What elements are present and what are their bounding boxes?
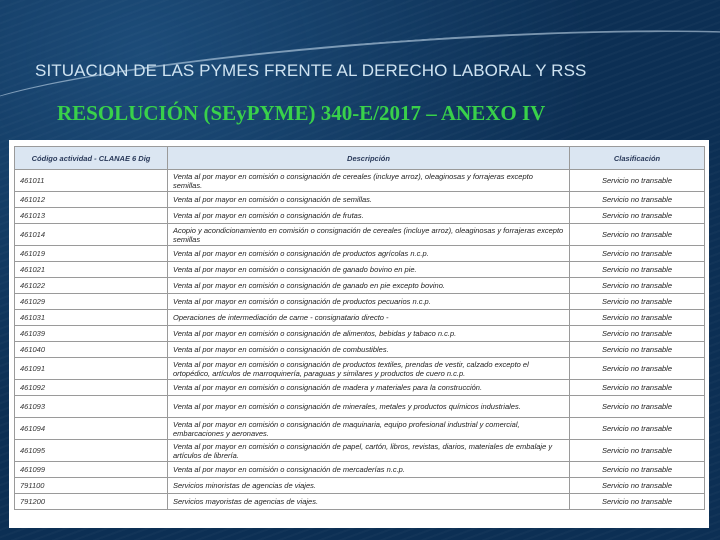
cell-description: Venta al por mayor en comisión o consignación de minerales, metales y productos químicos industriales. xyxy=(168,396,570,418)
cell-description: Servicios minoristas de agencias de viajes. xyxy=(168,478,570,494)
table-row xyxy=(15,192,705,208)
cell-description: Venta al por mayor en comisión o consignación de alimentos, bebidas y tabaco n.c.p. xyxy=(168,326,570,342)
cell-description: Venta al por mayor en comisión o consignación de papel, cartón, libros, revistas, diarios, materiales de embalaje y artículos de librería. xyxy=(168,440,570,462)
table-row xyxy=(15,418,705,440)
cell-description: Venta al por mayor en comisión o consignación de frutas. xyxy=(168,208,570,224)
cell-code: 461021 xyxy=(15,262,168,278)
cell-code: 461012 xyxy=(15,192,168,208)
cell-description: Venta al por mayor en comisión o consignación de ganado en pie excepto bovino. xyxy=(168,278,570,294)
cell-classification: Servicio no transable xyxy=(570,462,705,478)
cell-classification: Servicio no transable xyxy=(570,192,705,208)
cell-description: Venta al por mayor en comisión o consignación de ganado bovino en pie. xyxy=(168,262,570,278)
table-row xyxy=(15,278,705,294)
cell-description: Venta al por mayor en comisión o consignación de maquinaria, equipo profesional industrial y comercial, embarcaciones y aeronaves. xyxy=(168,418,570,440)
cell-description: Servicios mayoristas de agencias de viajes. xyxy=(168,494,570,510)
table-row xyxy=(15,462,705,478)
table-row xyxy=(15,358,705,380)
cell-classification: Servicio no transable xyxy=(570,358,705,380)
cell-code: 461093 xyxy=(15,396,168,418)
table-row xyxy=(15,262,705,278)
cell-description: Venta al por mayor en comisión o consignación de mercaderías n.c.p. xyxy=(168,462,570,478)
cell-classification: Servicio no transable xyxy=(570,380,705,396)
table-row xyxy=(15,478,705,494)
table-row xyxy=(15,440,705,462)
cell-description: Venta al por mayor en comisión o consignación de productos pecuarios n.c.p. xyxy=(168,294,570,310)
cell-code: 461022 xyxy=(15,278,168,294)
cell-code: 461040 xyxy=(15,342,168,358)
activity-table xyxy=(14,146,705,510)
cell-classification: Servicio no transable xyxy=(570,294,705,310)
cell-code: 461011 xyxy=(15,170,168,192)
header-code: Código actividad - CLANAE 6 Dig xyxy=(15,147,168,170)
cell-description: Venta al por mayor en comisión o consignación de combustibles. xyxy=(168,342,570,358)
cell-classification: Servicio no transable xyxy=(570,440,705,462)
cell-classification: Servicio no transable xyxy=(570,278,705,294)
header-classification: Clasificación xyxy=(570,147,705,170)
cell-description: Venta al por mayor en comisión o consignación de productos textiles, prendas de vestir, calzado excepto el ortopédico, artículos de marroquinería, paraguas y similares y productos de cuero n.c.p. xyxy=(168,358,570,380)
cell-code: 461014 xyxy=(15,224,168,246)
cell-classification: Servicio no transable xyxy=(570,262,705,278)
cell-code: 461039 xyxy=(15,326,168,342)
cell-code: 461019 xyxy=(15,246,168,262)
cell-code: 461013 xyxy=(15,208,168,224)
header-description: Descripción xyxy=(168,147,570,170)
table-row xyxy=(15,224,705,246)
table-row xyxy=(15,396,705,418)
cell-classification: Servicio no transable xyxy=(570,326,705,342)
cell-description: Acopio y acondicionamiento en comisión o consignación de cereales (incluye arroz), oleaginosas y forrajeras excepto semillas xyxy=(168,224,570,246)
cell-code: 461029 xyxy=(15,294,168,310)
table-row xyxy=(15,294,705,310)
table-row xyxy=(15,170,705,192)
slide-subtitle: RESOLUCIÓN (SEyPYME) 340-E/2017 – ANEXO IV xyxy=(57,101,546,125)
table-panel xyxy=(9,140,709,528)
cell-code: 461091 xyxy=(15,358,168,380)
cell-code: 791100 xyxy=(15,478,168,494)
cell-code: 791200 xyxy=(15,494,168,510)
cell-code: 461031 xyxy=(15,310,168,326)
table-row xyxy=(15,494,705,510)
cell-classification: Servicio no transable xyxy=(570,478,705,494)
cell-description: Venta al por mayor en comisión o consignación de madera y materiales para la construcción. xyxy=(168,380,570,396)
cell-description: Venta al por mayor en comisión o consignación de semillas. xyxy=(168,192,570,208)
cell-classification: Servicio no transable xyxy=(570,418,705,440)
cell-code: 461094 xyxy=(15,418,168,440)
cell-description: Venta al por mayor en comisión o consignación de cereales (incluye arroz), oleaginosas y forrajeras excepto semillas. xyxy=(168,170,570,192)
cell-classification: Servicio no transable xyxy=(570,396,705,418)
cell-classification: Servicio no transable xyxy=(570,208,705,224)
slide-title: SITUACION DE LAS PYMES FRENTE AL DERECHO LABORAL Y RSS xyxy=(35,61,587,80)
cell-description: Operaciones de intermediación de carne - consignatario directo - xyxy=(168,310,570,326)
table-row xyxy=(15,246,705,262)
cell-classification: Servicio no transable xyxy=(570,224,705,246)
cell-classification: Servicio no transable xyxy=(570,310,705,326)
cell-code: 461099 xyxy=(15,462,168,478)
cell-classification: Servicio no transable xyxy=(570,246,705,262)
table-row xyxy=(15,326,705,342)
cell-classification: Servicio no transable xyxy=(570,494,705,510)
cell-code: 461092 xyxy=(15,380,168,396)
table-row xyxy=(15,380,705,396)
table-row xyxy=(15,342,705,358)
cell-code: 461095 xyxy=(15,440,168,462)
table-header-row xyxy=(15,147,705,170)
cell-description: Venta al por mayor en comisión o consignación de productos agrícolas n.c.p. xyxy=(168,246,570,262)
cell-classification: Servicio no transable xyxy=(570,342,705,358)
cell-classification: Servicio no transable xyxy=(570,170,705,192)
table-row xyxy=(15,310,705,326)
table-row xyxy=(15,208,705,224)
